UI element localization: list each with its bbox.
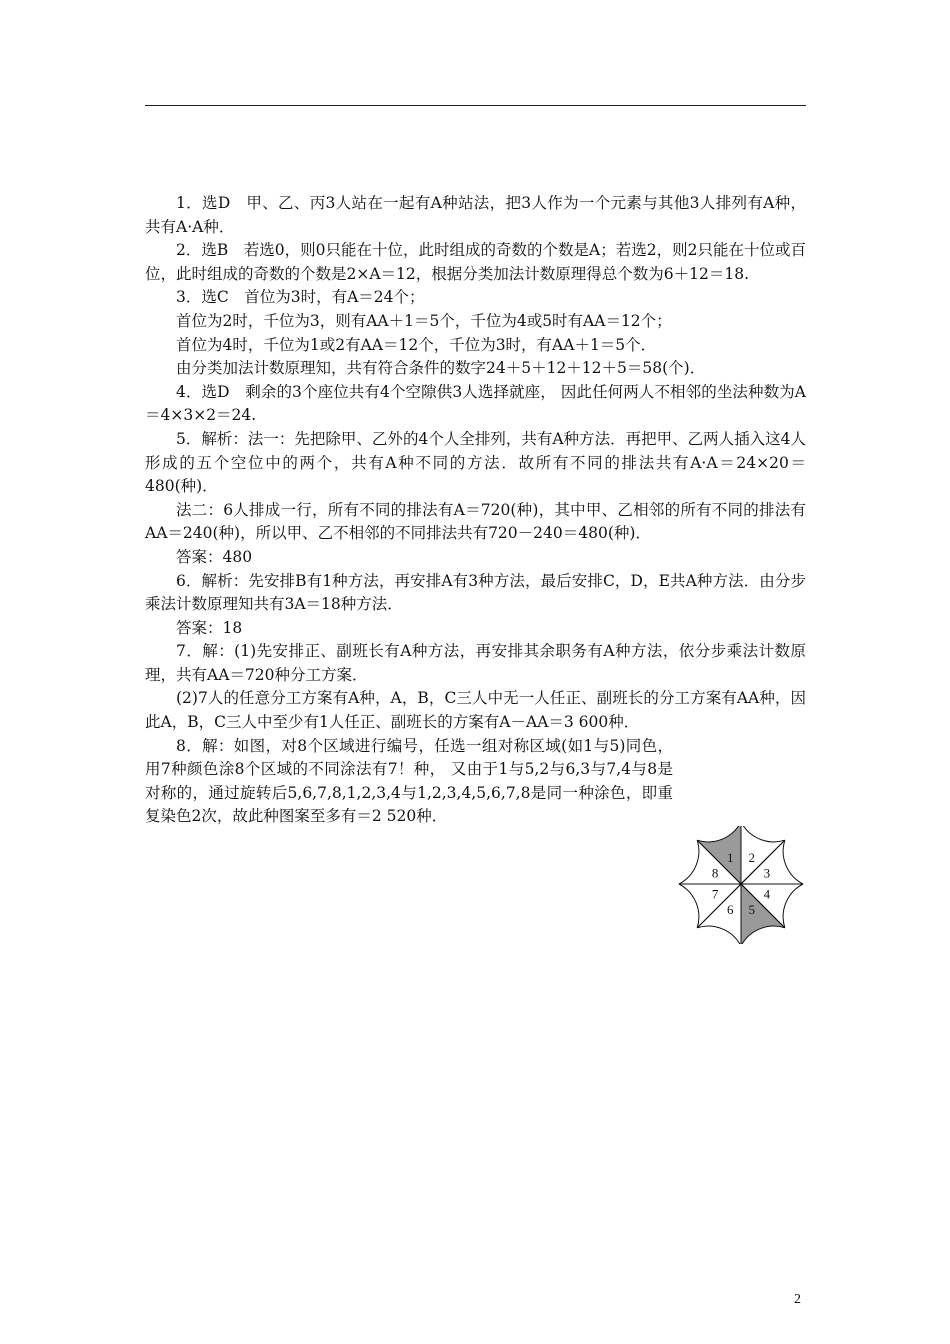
region-label-5: 5: [748, 901, 755, 917]
answer-8: 8．解：如图，对8个区域进行编号，任选一组对称区域(如1与5)同色，用7种颜色涂8个区域的不同涂法有7！种， 又由于1与5,2与6,3与7,4与8是对称的，通过旋转后5,6,7,8,1,2,3,4与1,2,3,4,5,6,7,8是同一种涂色，即重复染色2次，故此种图案至多有＝2 520种．: [145, 736, 673, 826]
octagon-region-figure: [676, 826, 810, 944]
answer-2: 2．选B 若选0，则0只能在十位，此时组成的奇数的个数是A；若选2，则2只能在十位或百位，此时组成的奇数的个数是2×A＝12，根据分类加法计数原理得总个数为6＋12＝18.: [145, 241, 806, 283]
answer-1: 1．选D 甲、乙、丙3人站在一起有A种站法，把3人作为一个元素与其他3人排列有A种，共有A·A种．: [145, 194, 806, 236]
answer-3-line-4: 由分类加法计数原理知，共有符合条件的数字24＋5＋12＋12＋5＝58(个)．: [176, 359, 706, 378]
answer-5-method-2: 法二：6人排成一行，所有不同的排法有A＝720(种)，其中甲、乙相邻的所有不同的排法有AA＝240(种)，所以甲、乙不相邻的不同排法共有720－240＝480(种)．: [145, 500, 806, 543]
region-label-4: 4: [763, 886, 771, 902]
region-label-3: 3: [763, 865, 771, 881]
answer-3-line-3: 首位为4时，千位为1或2有AA＝12个，千位为3时，有AA＋1＝5个．: [176, 335, 657, 354]
header-rule: [145, 105, 806, 106]
region-label-1: 1: [727, 850, 734, 866]
region-label-8: 8: [711, 865, 719, 881]
answer-7-part-2: (2)7人的任意分工方案有A种，A，B，C三人中无一人任正、副班长的分工方案有AA种，因此A，B，C三人中至少有1人任正、副班长的方案有A－AA＝3 600种．: [145, 689, 806, 732]
answer-5: 5．解析：法一：先把除甲、乙外的4个人全排列，共有A种方法．再把甲、乙两人插入这4人形成的五个空位中的两个，共有A种不同的方法．故所有不同的排法共有A·A＝24×20＝480(种)．: [145, 429, 806, 496]
answer-6-result: 答案：18: [176, 618, 243, 637]
page-number: 2: [794, 1292, 801, 1307]
answer-text: [145, 192, 806, 829]
region-label-2: 2: [748, 850, 755, 866]
answer-4: 4．选D 剩余的3个座位共有4个空隙供3人选择就座， 因此任何两人不相邻的坐法种数为A＝4×3×2＝24.: [145, 382, 806, 425]
answer-6: 6．解析：先安排B有1种方法，再安排A有3种方法，最后安排C，D，E共A种方法．由分步乘法计数原理知共有3A＝18种方法．: [145, 571, 806, 614]
region-label-6: 6: [727, 901, 734, 917]
answer-3-line-2: 首位为2时，千位为3，则有AA＋1＝5个，千位为4或5时有AA＝12个；: [176, 311, 672, 330]
answer-5-result: 答案：480: [176, 547, 253, 566]
answer-7-part-1: 7．解：(1)先安排正、副班长有A种方法，再安排其余职务有A种方法，依分步乘法计数原理，共有AA＝720种分工方案．: [145, 642, 806, 684]
answer-3: 3．选C 首位为3时，有A＝24个；: [176, 288, 425, 307]
region-label-7: 7: [711, 886, 719, 902]
